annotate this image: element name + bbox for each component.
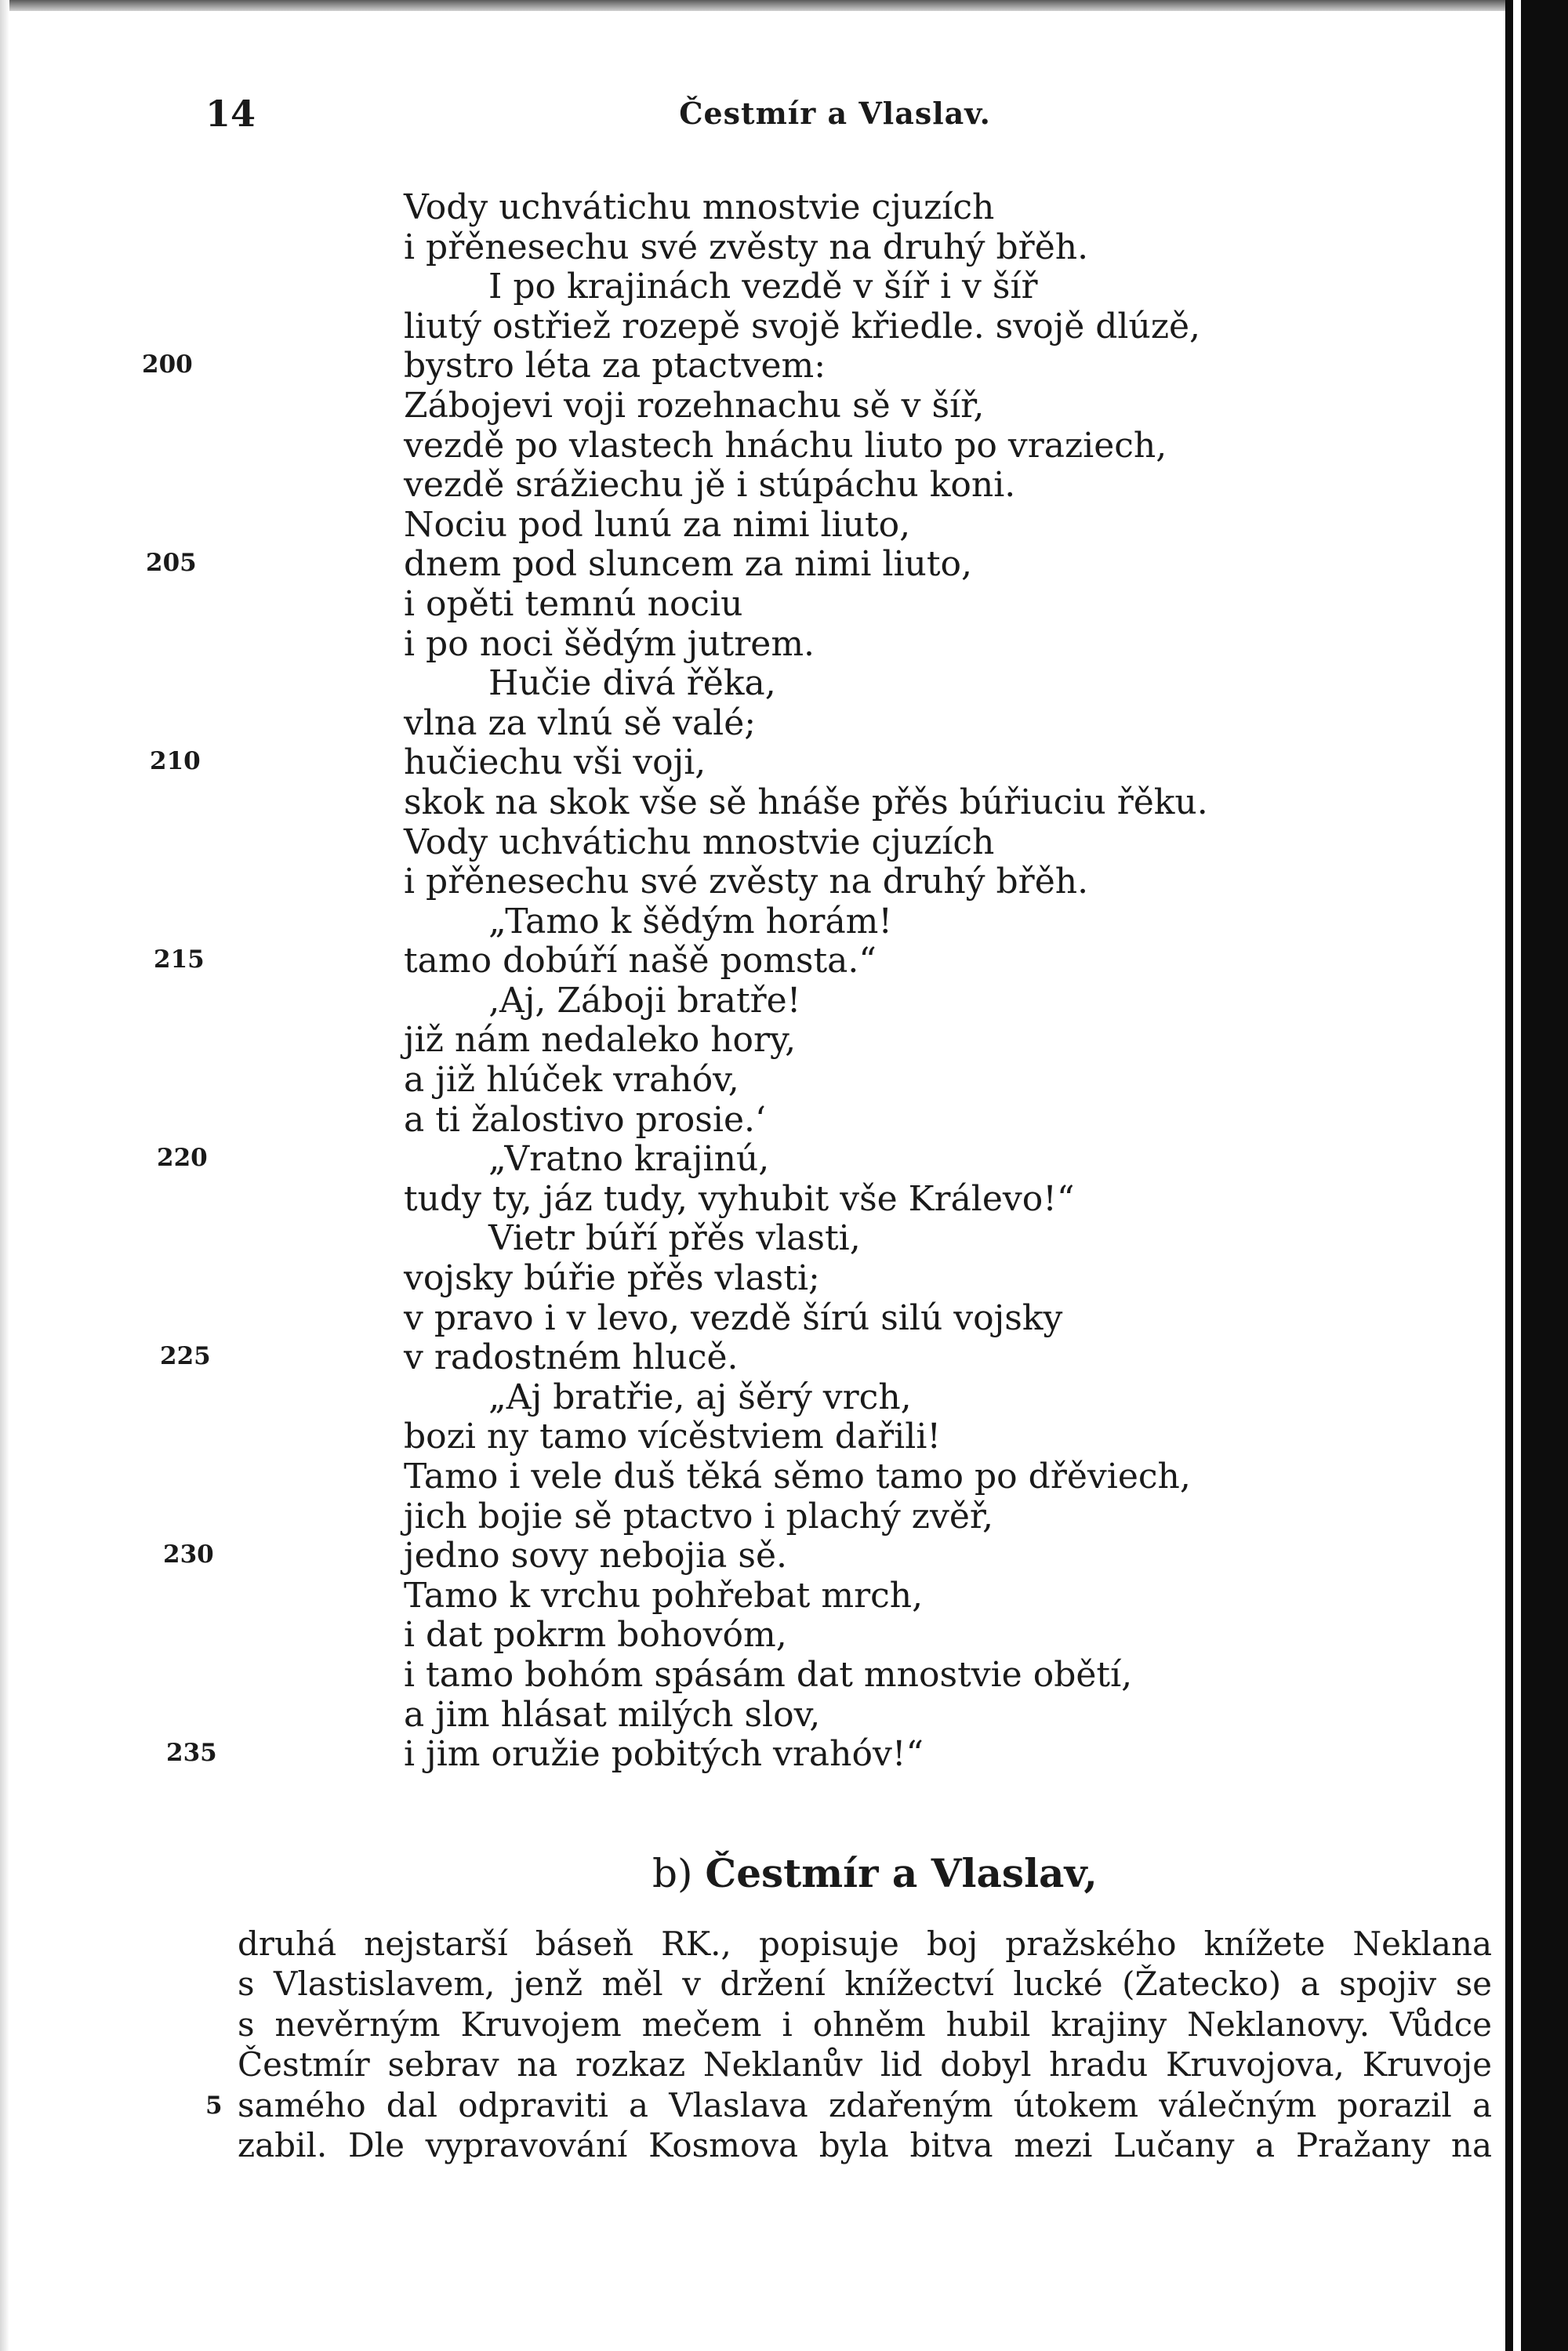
running-title: Čestmír a Vlaslav. [679, 96, 991, 131]
verse-line: tamo dobúří našě pomsta.“ [404, 941, 877, 981]
verse-line: Vody uchvátichu mnostvie cjuzích [404, 822, 995, 862]
verse-line: tudy ty, jáz tudy, vyhubit vše Králevo!“ [404, 1178, 1075, 1219]
verse-line: v radostném hlucě. [404, 1337, 739, 1378]
verse-line: i dat pokrm bohovóm, [404, 1615, 787, 1656]
line-number: 215 [154, 945, 205, 974]
scan-right-gap [1513, 0, 1521, 2351]
verse-line: Nociu pod lunú za nimi liuto, [404, 504, 911, 545]
verse-line: i přěnesechu své zvěsty na druhý břěh. [404, 227, 1089, 267]
prose-line: s nevěrným Kruvojem mečem i ohněm hubil krajiny Neklanovy. Vůdce [238, 2005, 1492, 2044]
verse-line: „Tamo k šědým horám! [488, 901, 893, 941]
verse-line: i po noci šědým jutrem. [404, 623, 815, 664]
poem-verse [404, 188, 1208, 1775]
verse-line: skok na skok vše sě hnáše přěs búřiuciu řěku. [404, 782, 1208, 822]
line-number: 210 [150, 747, 201, 775]
verse-line: i tamo bohóm spásám dat mnostvie obětí, [404, 1654, 1133, 1695]
scan-left-edge [0, 0, 9, 2351]
verse-line: hučiechu vši voji, [404, 742, 706, 783]
verse-line: i opěti temnú nociu [404, 583, 743, 624]
verse-line: a ti žalostivo prosie.‘ [404, 1099, 766, 1140]
verse-line: již nám nedaleko hory, [404, 1020, 797, 1061]
verse-line: Tamo k vrchu pohřebat mrch, [404, 1575, 924, 1616]
line-number: 220 [157, 1144, 208, 1172]
prose-line: samého dal odpraviti a Vlaslava zdařeným útokem válečným porazil a [238, 2085, 1492, 2124]
verse-line: bozi ny tamo vícěstviem dařili! [404, 1417, 942, 1457]
verse-line: vezdě srážiechu jě i stúpáchu koni. [404, 465, 1016, 506]
prose-line: zabil. Dle vypravování Kosmova byla bitva mezi Lučany a Pražany na [238, 2125, 1492, 2164]
prose-line: s Vlastislavem, jenž měl v držení knížectví lucké (Žatecko) a spojiv se [238, 1965, 1492, 2004]
verse-line: a jim hlásat milých slov, [404, 1694, 821, 1735]
section-heading [652, 1850, 1098, 1896]
prose-line: Čestmír sebrav na rozkaz Neklanův lid dobyl hradu Kruvojova, Kruvoje [238, 2045, 1492, 2084]
verse-line: jedno sovy nebojia sě. [404, 1536, 788, 1576]
verse-line: I po krajinách vezdě v šíř i v šíř [488, 267, 1038, 307]
section-prefix: b) [652, 1851, 693, 1896]
verse-line: i jim oružie pobitých vrahóv!“ [404, 1734, 924, 1775]
verse-line: v pravo i v levo, vezdě šírú silú vojsky [404, 1297, 1063, 1338]
verse-line: dnem pod sluncem za nimi liuto, [404, 544, 973, 585]
line-number: 205 [146, 549, 197, 577]
verse-line: vlna za vlnú sě valé; [404, 702, 757, 743]
verse-line: liutý ostřiež rozepě svojě křiedle. svojě dlúzě, [404, 306, 1201, 346]
line-number: 200 [142, 350, 193, 379]
page-number: 14 [205, 93, 256, 135]
verse-line: bystro léta za ptactvem: [404, 346, 826, 386]
verse-line: vezdě po vlastech hnáchu liuto po vraziech, [404, 425, 1167, 466]
verse-line: „Vratno krajinú, [488, 1139, 770, 1180]
verse-line: ‚Aj, Záboji bratře! [488, 980, 801, 1021]
verse-line: Tamo i vele duš těká sěmo tamo po dřěviech, [404, 1457, 1191, 1497]
line-number: 230 [163, 1540, 214, 1569]
verse-line: „Aj bratřie, aj šěrý vrch, [488, 1377, 912, 1417]
verse-line: i přěnesechu své zvěsty na druhý břěh. [404, 862, 1089, 902]
verse-line: vojsky búřie přěs vlasti; [404, 1258, 820, 1299]
verse-line: a již hlúček vrahóv, [404, 1060, 739, 1101]
line-number: 235 [166, 1739, 217, 1767]
verse-line: jich bojie sě ptactvo i plachý zvěř, [404, 1496, 994, 1536]
scan-top-edge [0, 0, 1568, 11]
verse-line: Vietr búří přěs vlasti, [488, 1218, 861, 1259]
line-number: 225 [160, 1342, 211, 1370]
verse-line: Hučie divá řěka, [488, 663, 776, 704]
section-title: Čestmír a Vlaslav, [705, 1850, 1098, 1896]
verse-line: Vody uchvátichu mnostvie cjuzích [404, 187, 995, 227]
prose-paragraph [238, 1924, 1492, 2165]
prose-line-number: 5 [205, 2092, 223, 2120]
verse-line: Zábojevi voji rozehnachu sě v šíř, [404, 385, 985, 426]
prose-line: druhá nejstarší báseň RK., popisuje boj pražského knížete Neklana [238, 1925, 1492, 1963]
